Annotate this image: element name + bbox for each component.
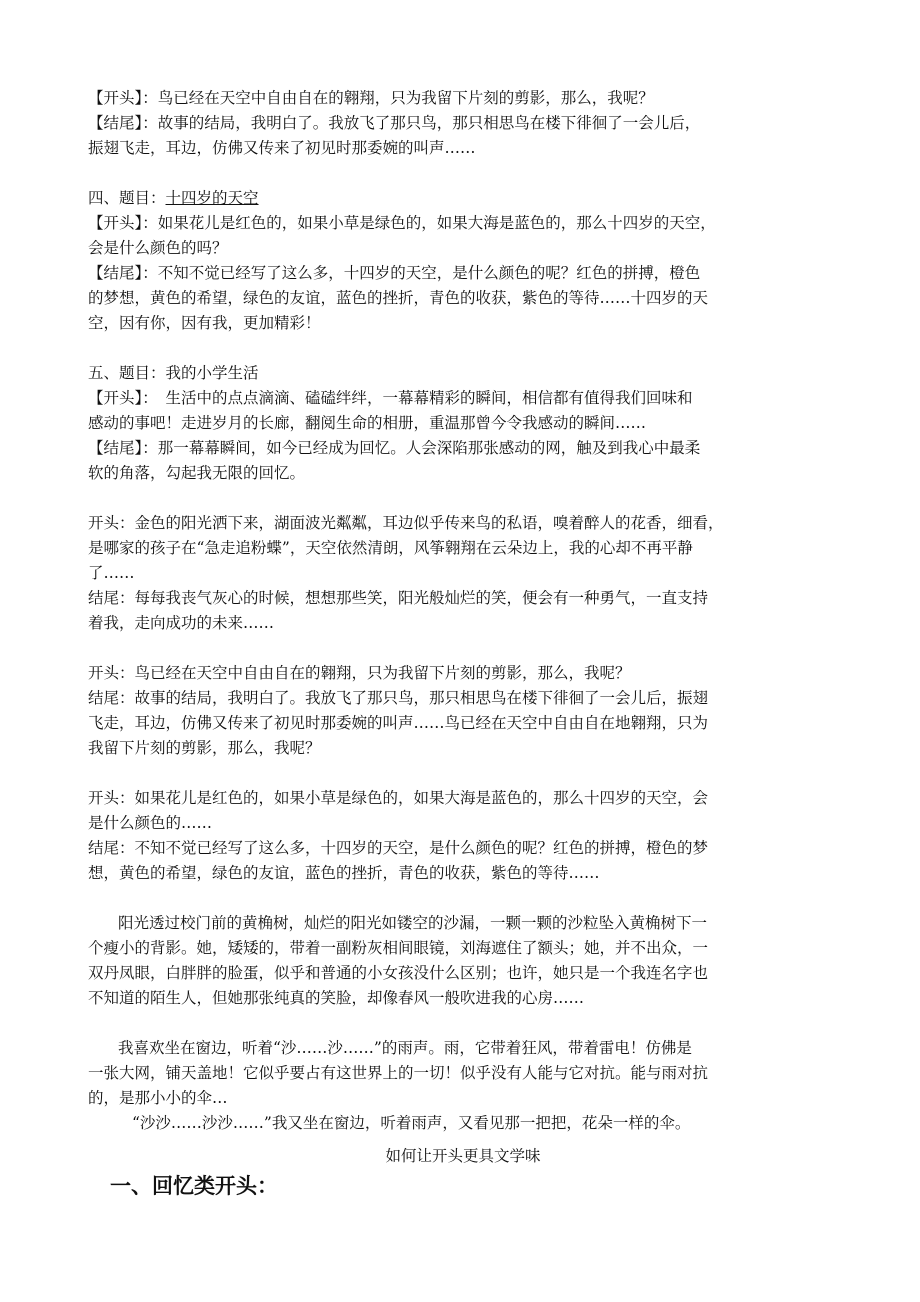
text-line: 开头：如果花儿是红色的，如果小草是绿色的，如果大海是蓝色的，那么十四岁的天空，会 xyxy=(88,789,709,807)
text-line: 【开头】： 生活中的点点滴滴、磕磕绊绊，一幕幕精彩的瞬间，相信都有值得我们回味和 xyxy=(88,389,693,407)
text-line: 软的角落，勾起我无限的回忆。 xyxy=(88,464,306,482)
text-line: 的梦想，黄色的希望，绿色的友谊，蓝色的挫折，青色的收获，紫色的等待……十四岁的天 xyxy=(88,289,709,307)
document-page xyxy=(88,86,838,1201)
text-line: 开头：鸟已经在天空中自由自在的翱翔，只为我留下片刻的剪影，那么，我呢？ xyxy=(88,664,631,682)
paragraph-first-line: 我喜欢坐在窗边，听着“沙……沙……”的雨声。雨，它带着狂风，带着雷电！仿佛是 xyxy=(118,1039,692,1057)
text-line: 结尾：不知不觉已经写了这么多，十四岁的天空，是什么颜色的呢？红色的拼搏，橙色的梦 xyxy=(88,839,709,857)
text-line: 会是什么颜色的吗？ xyxy=(88,239,228,257)
text-line: 结尾：故事的结局，我明白了。我放飞了那只鸟，那只相思鸟在楼下徘徊了一会儿后，振翅 xyxy=(88,689,709,707)
center-title: 如何让开头更具文学味 xyxy=(385,1147,541,1165)
text-line: 不知道的陌生人，但她那张纯真的笑脸，却像春风一般吹进我的心房…… xyxy=(88,989,585,1007)
section-prefix: 四、题目： xyxy=(88,189,166,207)
text-line: 【结尾】：故事的结局，我明白了。我放飞了那只鸟，那只相思鸟在楼下徘徊了一会儿后， xyxy=(88,114,701,132)
text-line: 飞走，耳边，仿佛又传来了初见时那委婉的叫声……鸟已经在天空中自由自在地翱翔，只为 xyxy=(88,714,709,732)
text-line: 振翅飞走，耳边，仿佛又传来了初见时那委婉的叫声…… xyxy=(88,139,476,157)
text-line: 感动的事吧！走进岁月的长廊，翻阅生命的相册，重温那曾今令我感动的瞬间…… xyxy=(88,414,647,432)
text-line: 的，是那小小的伞… xyxy=(88,1089,228,1107)
text-line: 着我，走向成功的未来…… xyxy=(88,614,275,632)
paragraph-first-line: 阳光透过校门前的黄桷树，灿烂的阳光如镂空的沙漏，一颗一颗的沙粒坠入黄桷树下一 xyxy=(118,914,708,932)
text-line: 【结尾】：那一幕幕瞬间，如今已经成为回忆。人会深陷那张感动的网，触及到我心中最柔 xyxy=(88,439,701,457)
text-line: 是什么颜色的…… xyxy=(88,814,213,832)
text-line: 想，黄色的希望，绿色的友谊，蓝色的挫折，青色的收获，紫色的等待…… xyxy=(88,864,600,882)
text-line: 个瘦小的背影。她，矮矮的，带着一副粉灰相间眼镜，刘海遮住了额头；她，并不出众，一 xyxy=(88,939,709,957)
text-line: 我留下片刻的剪影，那么，我呢？ xyxy=(88,739,321,757)
big-heading: 一、回忆类开头： xyxy=(110,1173,278,1198)
section-title: 十四岁的天空 xyxy=(165,189,259,207)
text-line: 【开头】：鸟已经在天空中自由自在的翱翔，只为我留下片刻的剪影，那么，我呢？ xyxy=(88,89,654,107)
text-line: 一张大网，铺天盖地！它似乎要占有这世界上的一切！似乎没有人能与它对抗。能与雨对抗 xyxy=(88,1064,709,1082)
text-line: 结尾：每每我丧气灰心的时候，想想那些笑，阳光般灿烂的笑，便会有一种勇气，一直支持 xyxy=(88,589,709,607)
text-line: 开头：金色的阳光洒下来，湖面波光粼粼，耳边似乎传来鸟的私语，嗅着醉人的花香，细看， xyxy=(88,514,724,532)
paragraph-first-line: “沙沙……沙沙……”我又坐在窗边，听着雨声，又看见那一把把，花朵一样的伞。 xyxy=(132,1114,691,1132)
text-line: 是哪家的孩子在“急走追粉蝶”，天空依然清朗，风筝翱翔在云朵边上，我的心却不再平静 xyxy=(88,539,693,557)
text-line: 【开头】：如果花儿是红色的，如果小草是绿色的，如果大海是蓝色的，那么十四岁的天空， xyxy=(88,214,716,232)
text-line: 空，因有你，因有我，更加精彩！ xyxy=(88,314,321,332)
text-line: 了…… xyxy=(88,564,135,582)
section-heading-5: 五、题目：我的小学生活 xyxy=(88,364,259,382)
text-line: 【结尾】：不知不觉已经写了这么多，十四岁的天空，是什么颜色的呢？红色的拼搏，橙色 xyxy=(88,264,701,282)
section-heading-4 xyxy=(88,186,838,211)
text-line: 双丹凤眼，白胖胖的脸蛋，似乎和普通的小女孩没什么区别；也许，她只是一个我连名字也 xyxy=(88,964,709,982)
